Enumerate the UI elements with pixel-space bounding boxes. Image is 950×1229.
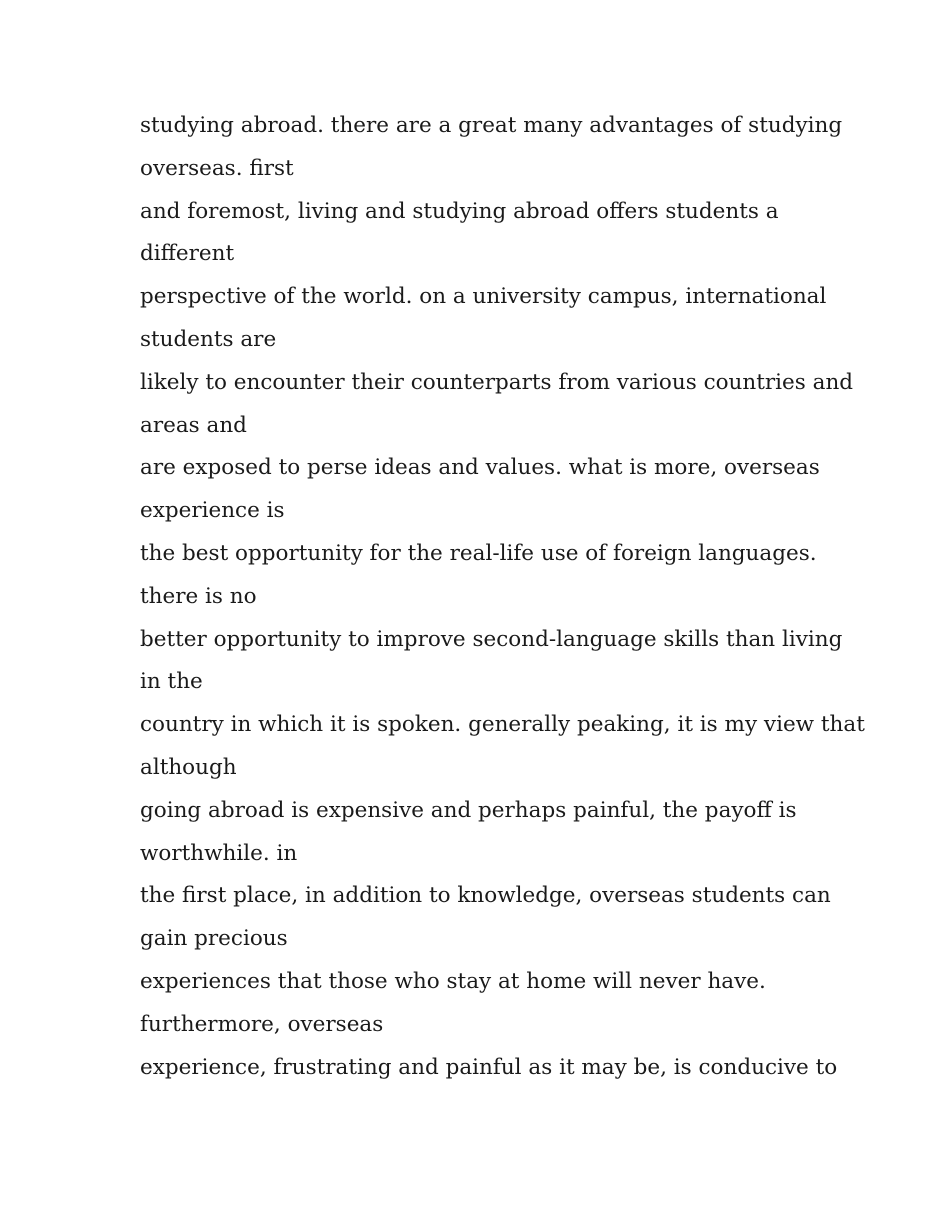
text-line-21: experiences that those who stay at home will never have. [140,968,766,994]
document-body-text [140,105,865,1089]
text-line-10: experience is [140,498,285,524]
text-line-16: although [140,754,237,780]
text-line-22: furthermore, overseas [140,1011,384,1037]
text-line-12: there is no [140,583,257,609]
text-line-17: going abroad is expensive and perhaps painful, the payoff is [140,797,797,823]
text-line-20: gain precious [140,926,288,952]
text-line-18: worthwhile. in [140,840,298,866]
text-line-2: overseas. first [140,155,294,181]
text-line-7: likely to encounter their counterparts from various countries and [140,369,854,395]
text-line-9: are exposed to perse ideas and values. what is more, overseas [140,455,820,481]
text-line-4: different [140,241,235,267]
text-line-5: perspective of the world. on a university campus, international [140,284,827,310]
text-line-13: better opportunity to improve second-language skills than living [140,626,843,652]
text-line-3: and foremost, living and studying abroad offers students a [140,198,779,224]
text-line-6: students are [140,326,277,352]
text-line-19: the first place, in addition to knowledge, overseas students can [140,883,831,909]
text-line-23: experience, frustrating and painful as it may be, is conducive to [140,1054,838,1080]
text-line-14: in the [140,669,203,695]
text-line-1: studying abroad. there are a great many advantages of studying [140,113,843,138]
text-line-11: the best opportunity for the real-life use of foreign languages. [140,540,817,566]
text-line-8: areas and [140,412,247,438]
text-line-15: country in which it is spoken. generally peaking, it is my view that [140,712,865,738]
